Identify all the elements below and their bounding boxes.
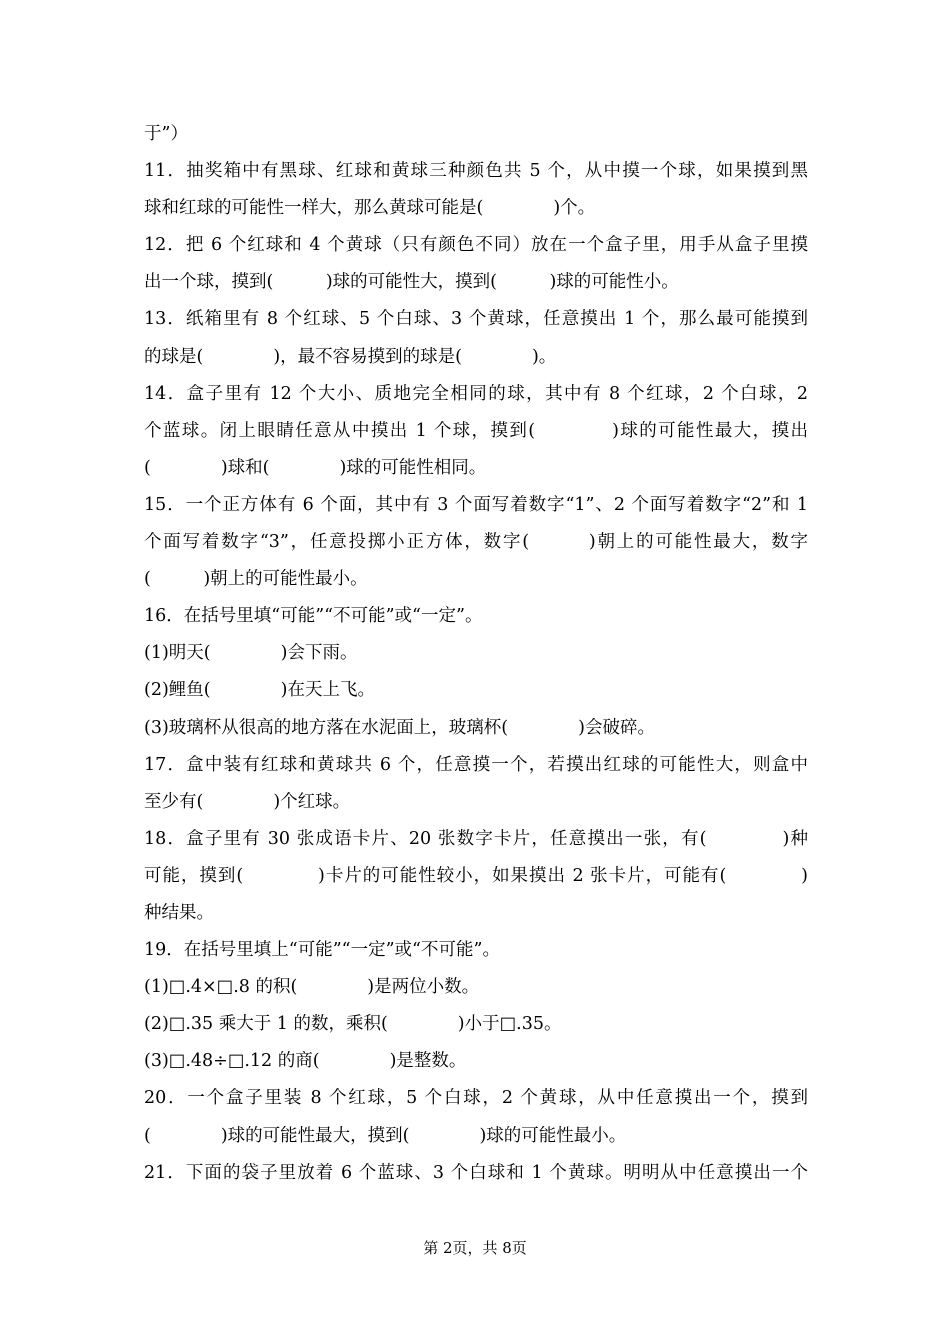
text-line: 于”） [144, 124, 188, 144]
page-footer: 第 2页，共 8页 [423, 1239, 527, 1257]
text-line: 至少有( )个红球。 [144, 791, 351, 812]
document-body [144, 116, 808, 1192]
text-line: (2)鲤鱼( )在天上飞。 [144, 680, 375, 701]
text-line: (1)明天( )会下雨。 [144, 643, 358, 664]
text-line: ( )朝上的可能性最小。 [144, 569, 368, 590]
text-line: 17．盒中装有红球和黄球共 6 个，任意摸一个，若摸出红球的可能性大，则盒中 [144, 754, 808, 775]
text-line: ( )球的可能性最大，摸到( )球的可能性最小。 [144, 1125, 627, 1146]
text-line: 16．在括号里填“可能”“不可能”或“一定”。 [144, 606, 483, 627]
text-line: 个蓝球。闭上眼睛任意从中摸出 1 个球，摸到( )球的可能性最大，摸出 [144, 420, 808, 441]
text-line: 球和红球的可能性一样大，那么黄球可能是( )个。 [144, 198, 596, 219]
text-line: 21．下面的袋子里放着 6 个蓝球、3 个白球和 1 个黄球。明明从中任意摸出一个 [144, 1162, 808, 1183]
text-line: 的球是( )，最不容易摸到的球是( )。 [144, 346, 557, 367]
text-line: 个面写着数字“3”，任意投掷小正方体，数字( )朝上的可能性最大，数字 [144, 532, 808, 553]
text-line: 11．抽奖箱中有黑球、红球和黄球三种颜色共 5 个，从中摸一个球，如果摸到黑 [144, 161, 808, 182]
text-line: 20．一个盒子里装 8 个红球，5 个白球，2 个黄球，从中任意摸出一个，摸到 [144, 1088, 808, 1109]
text-line: (2)□.35 乘大于 1 的数，乘积( )小于□.35。 [144, 1014, 562, 1035]
text-line: 出一个球，摸到( )球的可能性大，摸到( )球的可能性小。 [144, 272, 679, 293]
text-line: 15．一个正方体有 6 个面，其中有 3 个面写着数字“1”、2 个面写着数字“2”和 1 [144, 494, 808, 515]
text-line: 18．盒子里有 30 张成语卡片、20 张数字卡片，任意摸出一张，有( )种 [144, 828, 808, 849]
text-line: 13．纸箱里有 8 个红球、5 个白球、3 个黄球，任意摸出 1 个，那么最可能摸到 [144, 309, 808, 330]
text-line: 19．在括号里填上“可能”“一定”或“不可能”。 [144, 940, 500, 961]
text-line: 12．把 6 个红球和 4 个黄球（只有颜色不同）放在一个盒子里，用手从盒子里摸 [144, 235, 808, 256]
text-line: (3)□.48÷□.12 的商( )是整数。 [144, 1051, 467, 1072]
text-line: (3)玻璃杯从很高的地方落在水泥面上，玻璃杯( )会破碎。 [144, 717, 655, 738]
text-line: (1)□.4×□.8 的积( )是两位小数。 [144, 977, 480, 998]
text-line: ( )球和( )球的可能性相同。 [144, 457, 487, 478]
text-line: 14．盒子里有 12 个大小、质地完全相同的球，其中有 8 个红球，2 个白球，2 [144, 383, 808, 404]
text-line: 种结果。 [144, 902, 214, 923]
text-line: 可能，摸到( )卡片的可能性较小，如果摸出 2 张卡片，可能有( ) [144, 865, 808, 886]
